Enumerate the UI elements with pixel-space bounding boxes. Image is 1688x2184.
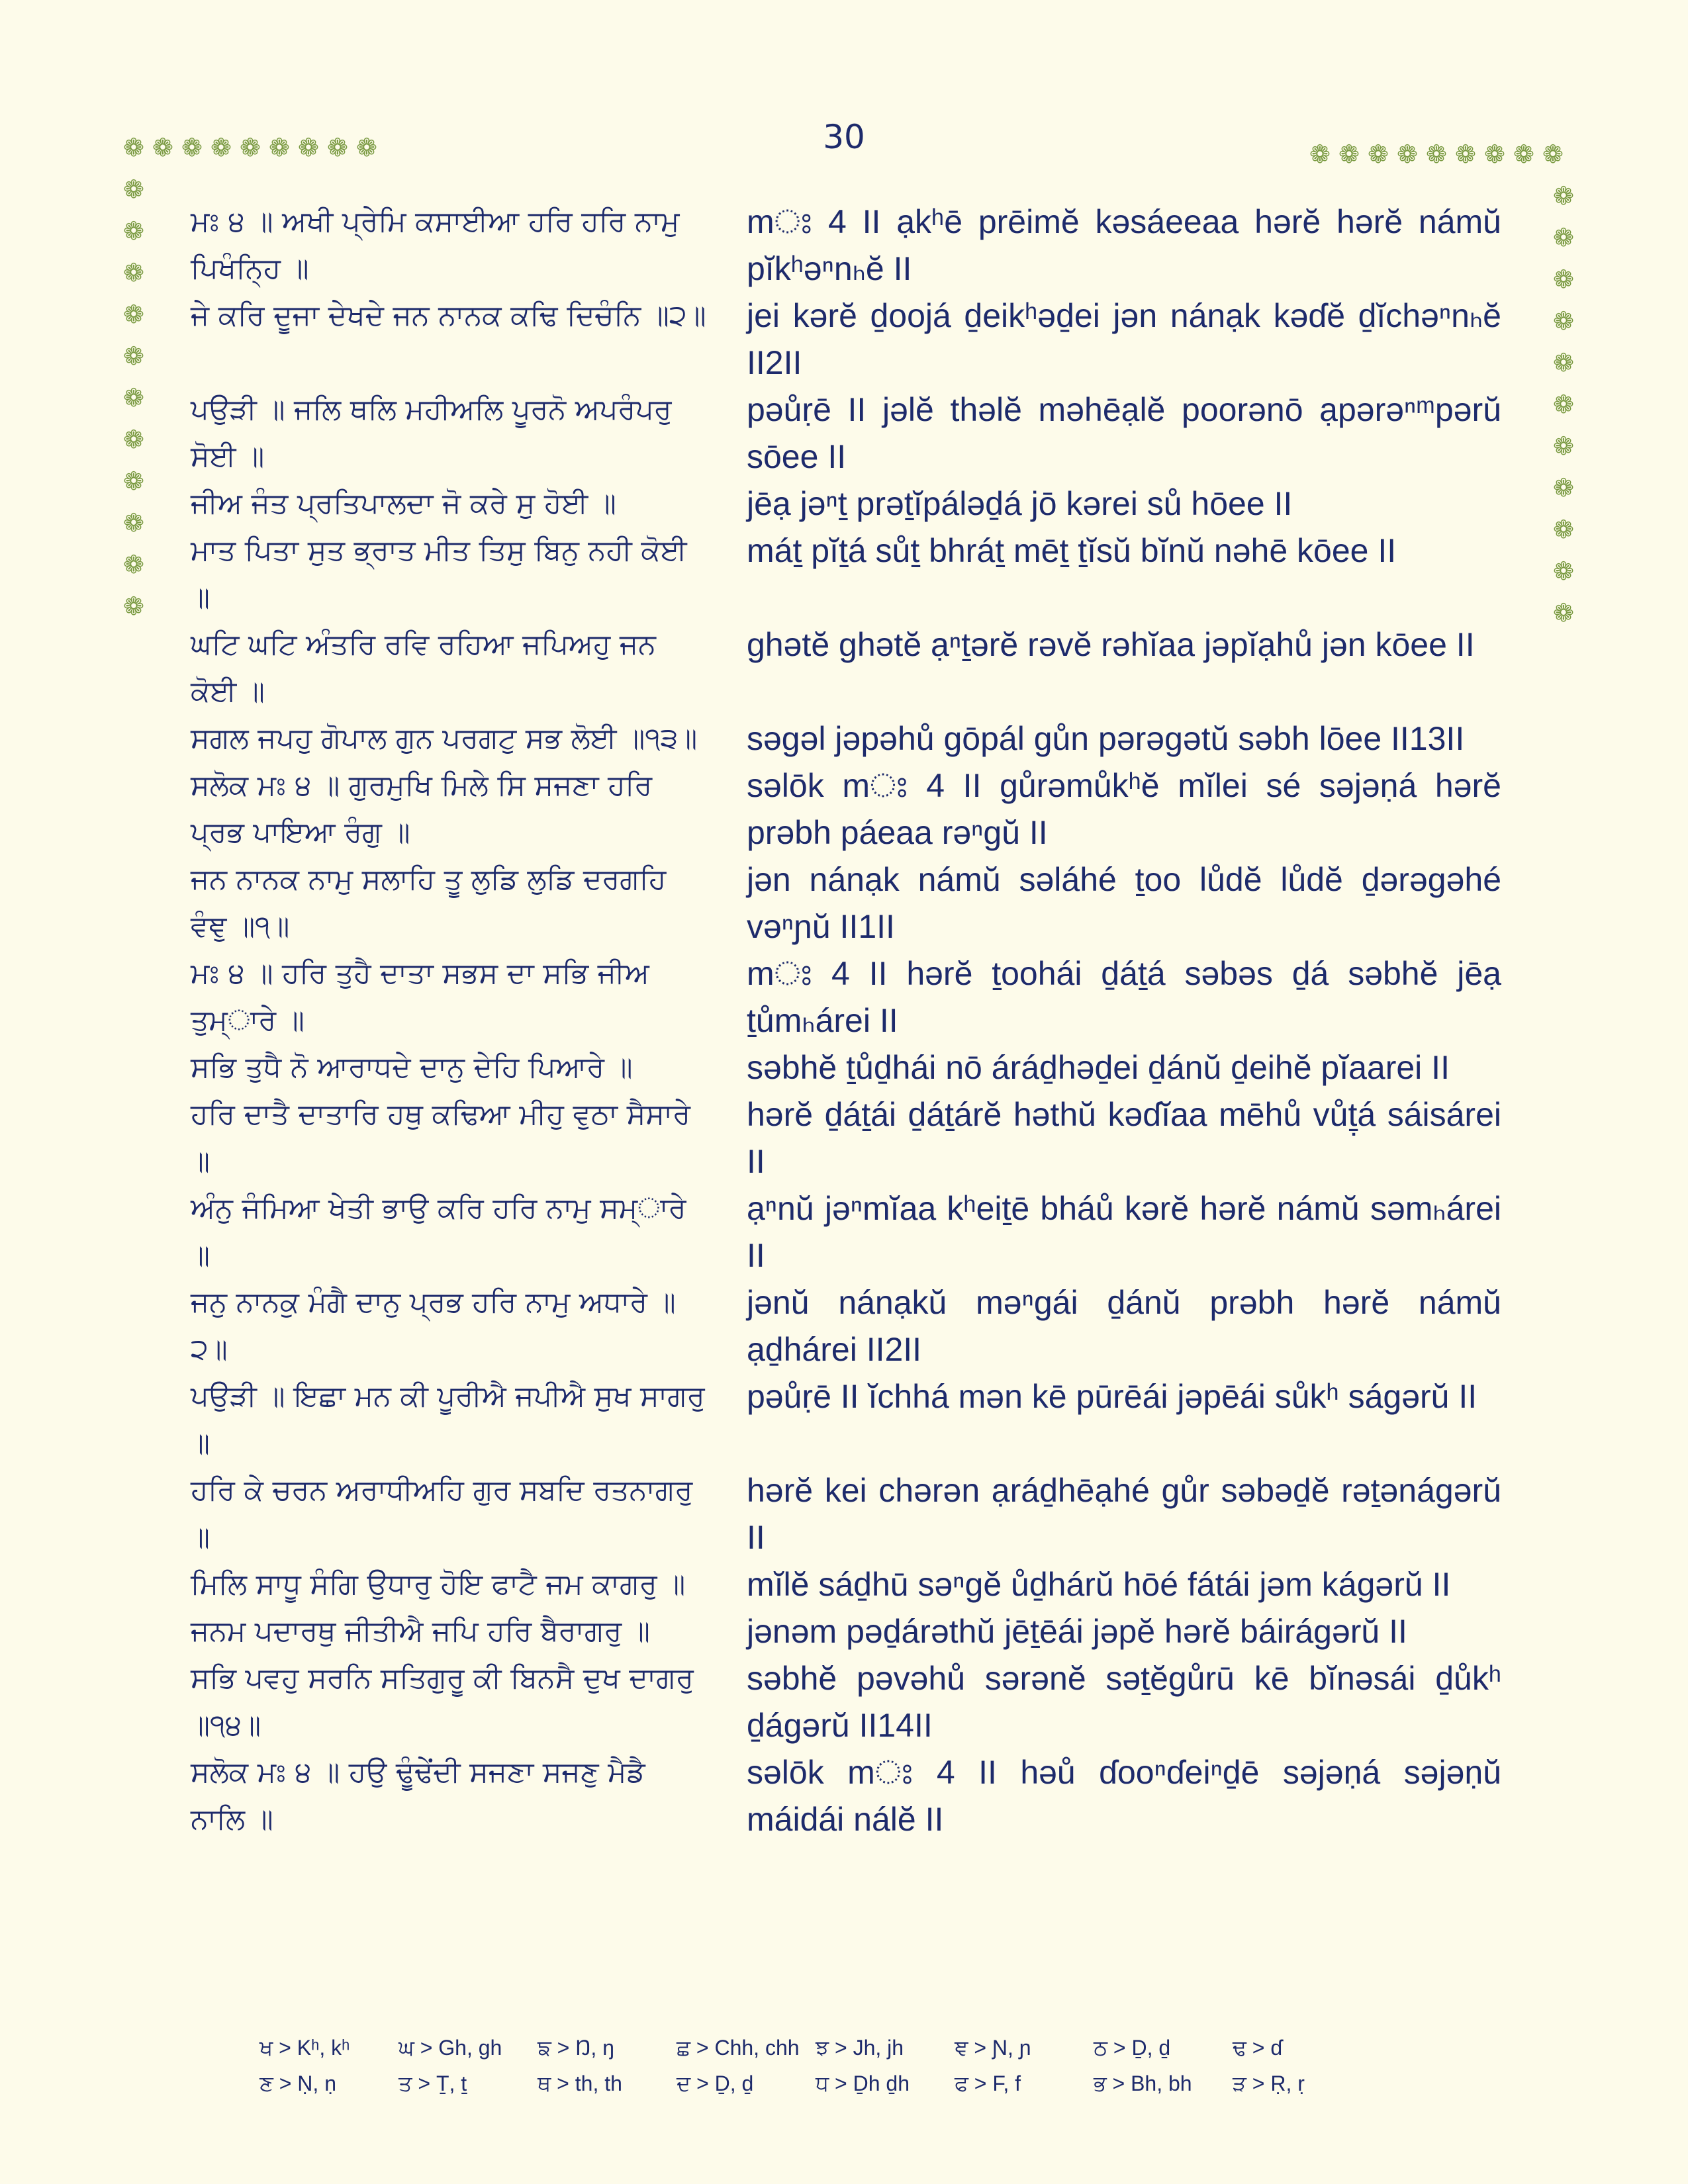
transliteration-text: jənəm pəḏárəthŭ jēṯēái jəpĕ hərĕ báirágərŭ II xyxy=(747,1613,1407,1650)
verse-row xyxy=(191,1185,1515,1279)
flower-ornament-icon: ❁ xyxy=(1338,140,1360,169)
flower-ornament-icon: ❁ xyxy=(123,300,144,329)
flower-ornament-icon: ❁ xyxy=(1553,598,1574,627)
legend-entry: ਥ > th, th xyxy=(538,2071,622,2095)
legend-entry: ਦ > Ḏ, ḏ xyxy=(677,2071,754,2095)
legend-entry: ਘ > Gh, gh xyxy=(399,2036,502,2060)
transliteration-text: səgəl jəpəhů gōpál gůn pərəgətŭ səbh lōee II13II xyxy=(747,720,1465,757)
gurmukhi-text: ਮਿਲਿ ਸਾਧੂ ਸੰਗਿ ਉਧਾਰੁ ਹੋਇ ਫਾਟੈ ਜਮ ਕਾਗਰੁ ॥ xyxy=(191,1568,686,1601)
flower-ornament-icon: ❁ xyxy=(211,133,232,162)
verse-row xyxy=(191,1091,1515,1185)
verse-row xyxy=(191,1749,1515,1843)
legend-entry: ਭ > Bh, bh xyxy=(1094,2071,1192,2095)
legend-row xyxy=(259,2071,1451,2107)
flower-ornament-icon: ❁ xyxy=(1513,140,1534,169)
gurmukhi-text: ਸਗਲ ਜਪਹੁ ਗੋਪਾਲ ਗੁਨ ਪਰਗਟੁ ਸਭ ਲੋਈ ॥੧੩॥ xyxy=(191,722,698,755)
verse-row xyxy=(191,856,1515,950)
gurmukhi-text: ਘਟਿ ਘਟਿ ਅੰਤਰਿ ਰਵਿ ਰਹਿਆ ਜਪਿਅਹੁ ਜਨ ਕੋਈ ॥ xyxy=(191,628,656,708)
legend-entry: ਞ > Ɲ, ɲ xyxy=(955,2036,1031,2060)
flower-ornament-icon: ❁ xyxy=(123,550,144,579)
transliteration-text: səbhĕ pəvəhů sərənĕ səṯĕgůrū kē bĭnəsái ḏůkʰ ḏágərŭ II14II xyxy=(747,1660,1501,1744)
gurmukhi-text: ਮਃ ੪ ॥ ਹਰਿ ਤੁਹੈ ਦਾਤਾ ਸਭਸ ਦਾ ਸਭਿ ਜੀਅ ਤੁਮ੍ਾਰੇ ॥ xyxy=(191,957,649,1037)
verse-row xyxy=(191,199,1515,293)
flower-ornament-icon: ❁ xyxy=(1553,223,1574,252)
transliteration-text: mਃ 4 II hərĕ ṯoohái ḏáṯá səbəs ḏá səbhĕ jēạ ṯůmₕárei II xyxy=(747,955,1501,1039)
gurmukhi-text: ਅੰਨੁ ਜੰਮਿਆ ਖੇਤੀ ਭਾਉ ਕਰਿ ਹਰਿ ਨਾਮੁ ਸਮ੍ਾਰੇ ॥ xyxy=(191,1192,686,1272)
flower-ornament-icon: ❁ xyxy=(1553,348,1574,377)
gurmukhi-text: ਹਰਿ ਦਾਤੈ ਦਾਤਾਰਿ ਹਥੁ ਕਢਿਆ ਮੀਹੁ ਵੁਠਾ ਸੈਸਾਰੇ ॥ xyxy=(191,1098,690,1178)
legend-entry: ਖ > Kʰ, kʰ xyxy=(259,2036,350,2060)
legend-entry: ਧ > Ḏh ḏh xyxy=(816,2071,910,2095)
flower-ornament-icon: ❁ xyxy=(1553,390,1574,419)
flower-ornament-icon: ❁ xyxy=(240,133,261,162)
transliteration-legend xyxy=(259,2036,1451,2107)
legend-row xyxy=(259,2036,1451,2071)
legend-entry: ਛ > Chh, chh xyxy=(677,2036,800,2060)
gurmukhi-text: ਹਰਿ ਕੇ ਚਰਨ ਅਰਾਧੀਅਹਿ ਗੁਰ ਸਬਦਿ ਰਤਨਾਗਰੁ ॥ xyxy=(191,1474,693,1554)
flower-ornament-icon: ❁ xyxy=(1553,181,1574,210)
verse-row xyxy=(191,387,1515,480)
verse-row xyxy=(191,1655,1515,1749)
gurmukhi-text: ਜਨ ਨਾਨਕ ਨਾਮੁ ਸਲਾਹਿ ਤੂ ਲੁਡਿ ਲੁਡਿ ਦਰਗਹਿ ਵੰਞੁ ॥੧॥ xyxy=(191,863,667,943)
flower-ornament-icon: ❁ xyxy=(1309,140,1331,169)
verse-row xyxy=(191,1373,1515,1467)
verse-row xyxy=(191,950,1515,1044)
transliteration-text: máṯ pĭṯá sůṯ bhráṯ mēṯ ṯĭsŭ bĭnŭ nəhē kōee II xyxy=(747,532,1397,569)
gurmukhi-text: ਸਭਿ ਤੁਧੈ ਨੋ ਆਰਾਧਦੇ ਦਾਨੁ ਦੇਹਿ ਪਿਆਰੇ ॥ xyxy=(191,1051,633,1084)
verse-table xyxy=(191,199,1515,1843)
verse-row xyxy=(191,527,1515,621)
transliteration-text: pəůṛē II ĭchhá mən kē pūrēái jəpēái sůkʰ ságərŭ II xyxy=(747,1378,1477,1415)
transliteration-text: ghətĕ ghətĕ ạⁿṯərĕ rəvĕ rəhĭaa jəpĭạhů jən kōee II xyxy=(747,626,1475,663)
flower-ornament-icon: ❁ xyxy=(123,175,144,204)
gurmukhi-text: ਜਨੁ ਨਾਨਕੁ ਮੰਗੈ ਦਾਨੁ ਪ੍ਰਭ ਹਰਿ ਨਾਮੁ ਅਧਾਰੇ ॥੨॥ xyxy=(191,1286,676,1366)
verse-row xyxy=(191,762,1515,856)
flower-ornament-icon: ❁ xyxy=(123,508,144,537)
transliteration-text: hərĕ kei chərən ạráḏhēạhé gůr səbəḏĕ rəṯənágərŭ II xyxy=(747,1472,1501,1556)
flower-ornament-icon: ❁ xyxy=(123,383,144,412)
legend-entry: ਢ > ɗ xyxy=(1233,2036,1283,2060)
gurmukhi-text: ਸਭਿ ਪਵਹੁ ਸਰਨਿ ਸਤਿਗੁਰੂ ਕੀ ਬਿਨਸੈ ਦੁਖ ਦਾਗਰੁ ॥੧੪॥ xyxy=(191,1662,694,1742)
flower-ornament-icon: ❁ xyxy=(123,258,144,287)
flower-ornament-icon: ❁ xyxy=(1484,140,1505,169)
legend-entry: ੜ > Ṛ, ṛ xyxy=(1233,2071,1305,2095)
gurmukhi-text: ਸਲੋਕ ਮਃ ੪ ॥ ਗੁਰਮੁਖਿ ਮਿਲੇ ਸਿ ਸਜਣਾ ਹਰਿ ਪ੍ਰਭ ਪਾਇਆ ਰੰਗੁ ॥ xyxy=(191,769,653,849)
legend-entry: ਫ > F, f xyxy=(955,2071,1021,2095)
transliteration-text: hərĕ ḏáṯái ḏáṯárĕ həthŭ kəɗĭaa mēhů vůṯ̣á sáisárei II xyxy=(747,1096,1501,1180)
verse-row xyxy=(191,715,1515,762)
flower-ornament-icon: ❁ xyxy=(1553,265,1574,294)
flower-ornament-icon: ❁ xyxy=(1368,140,1389,169)
verse-row xyxy=(191,1467,1515,1561)
verse-row xyxy=(191,480,1515,527)
flower-ornament-icon: ❁ xyxy=(1397,140,1418,169)
transliteration-text: səlōk mਃ 4 II gůrəmůkʰĕ mĭlei sé səjəṇá hərĕ prəbh páeaa rəⁿgŭ II xyxy=(747,767,1501,851)
transliteration-text: jən nánạk námŭ səláhé ṯoo lůdĕ lůdĕ ḏərəgəhé vəⁿɲŭ II1II xyxy=(747,861,1501,945)
flower-ornament-icon: ❁ xyxy=(123,425,144,454)
transliteration-text: səbhĕ ṯůḏhái nō áráḏhəḏei ḏánŭ ḏeihĕ pĭaarei II xyxy=(747,1049,1450,1086)
verse-row xyxy=(191,1608,1515,1655)
transliteration-text: jēạ jəⁿṯ prəṯĭpáləḏá jō kərei sů hōee II xyxy=(747,485,1293,522)
gurmukhi-text: ਪਉੜੀ ॥ ਇਛਾ ਮਨ ਕੀ ਪੂਰੀਐ ਜਪੀਐ ਸੁਖ ਸਾਗਰੁ ॥ xyxy=(191,1380,705,1460)
verse-row xyxy=(191,1561,1515,1608)
flower-ornament-icon: ❁ xyxy=(181,133,203,162)
flower-ornament-icon: ❁ xyxy=(1426,140,1447,169)
transliteration-text: ạⁿnŭ jəⁿmĭaa kʰeiṯē bháů kərĕ hərĕ námŭ səmₕárei II xyxy=(747,1190,1501,1274)
flower-ornament-icon: ❁ xyxy=(298,133,319,162)
transliteration-text: jei kərĕ ḏoojá ḏeikʰəḏei jən nánạk kəɗĕ ḏĭchəⁿnₕĕ II2II xyxy=(747,297,1501,381)
transliteration-text: pəůṛē II jəlĕ thəlĕ məhēạlĕ poorənō ạpərəⁿᵐpərŭ sōee II xyxy=(747,391,1501,475)
flower-ornament-icon: ❁ xyxy=(123,467,144,496)
gurmukhi-text: ਜੀਅ ਜੰਤ ਪ੍ਰਤਿਪਾਲਦਾ ਜੋ ਕਰੇ ਸੁ ਹੋਈ ॥ xyxy=(191,487,616,520)
flower-ornament-icon: ❁ xyxy=(356,133,377,162)
transliteration-text: mĭlĕ sáḏhū səⁿgĕ ůḏhárŭ hōé fátái jəm kágərŭ II xyxy=(747,1566,1451,1603)
verse-row xyxy=(191,1279,1515,1373)
transliteration-text: mਃ 4 II ạkʰē prēimĕ kəsáeeaa hərĕ hərĕ námŭ pĭkʰəⁿnₕĕ II xyxy=(747,203,1501,287)
flower-ornament-icon: ❁ xyxy=(1553,473,1574,502)
legend-entry: ਝ > Jh, jh xyxy=(816,2036,904,2060)
verse-row xyxy=(191,621,1515,715)
flower-ornament-icon: ❁ xyxy=(1542,140,1564,169)
flower-ornament-icon: ❁ xyxy=(123,133,144,162)
flower-ornament-icon: ❁ xyxy=(123,592,144,621)
transliteration-text: səlōk mਃ 4 II həů ɗooⁿɗeiⁿḏē səjəṇá səjəṇŭ máidái nálĕ II xyxy=(747,1754,1501,1838)
flower-ornament-icon: ❁ xyxy=(123,341,144,371)
flower-ornament-icon: ❁ xyxy=(1553,557,1574,586)
legend-entry: ਤ > Ṯ, ṯ xyxy=(399,2071,467,2095)
flower-ornament-icon: ❁ xyxy=(1455,140,1476,169)
legend-entry: ਠ > Ḏ, ḏ xyxy=(1094,2036,1171,2060)
page-number: 30 xyxy=(823,118,865,156)
transliteration-text: jənŭ nánạkŭ məⁿgái ḏánŭ prəbh hərĕ námŭ ạḏhárei II2II xyxy=(747,1284,1501,1368)
gurmukhi-text: ਮਾਤ ਪਿਤਾ ਸੁਤ ਭ੍ਰਾਤ ਮੀਤ ਤਿਸੁ ਬਿਨੁ ਨਹੀ ਕੋਈ ॥ xyxy=(191,534,687,614)
flower-ornament-icon: ❁ xyxy=(1553,515,1574,544)
gurmukhi-text: ਜੇ ਕਰਿ ਦੂਜਾ ਦੇਖਦੇ ਜਨ ਨਾਨਕ ਕਢਿ ਦਿਚੰਨਿ ॥੨॥ xyxy=(191,299,706,332)
legend-entry: ਙ > Ŋ, ŋ xyxy=(538,2036,614,2060)
gurmukhi-text: ਜਨਮ ਪਦਾਰਥੁ ਜੀਤੀਐ ਜਪਿ ਹਰਿ ਬੈਰਾਗਰੁ ॥ xyxy=(191,1615,650,1648)
gurmukhi-text: ਸਲੋਕ ਮਃ ੪ ॥ ਹਉ ਢੂੰਢੇਂਦੀ ਸਜਣਾ ਸਜਣੁ ਮੈਡੈ ਨਾਲਿ ॥ xyxy=(191,1756,645,1836)
flower-ornament-icon: ❁ xyxy=(327,133,348,162)
legend-entry: ਣ > Ṇ, ṇ xyxy=(259,2071,336,2095)
flower-ornament-icon: ❁ xyxy=(269,133,290,162)
verse-row xyxy=(191,293,1515,387)
flower-ornament-icon: ❁ xyxy=(152,133,173,162)
gurmukhi-text: ਪਉੜੀ ॥ ਜਲਿ ਥਲਿ ਮਹੀਅਲਿ ਪੂਰਨੋ ਅਪਰੰਪਰੁ ਸੋਈ ॥ xyxy=(191,393,672,473)
flower-ornament-icon: ❁ xyxy=(123,216,144,246)
verse-row xyxy=(191,1044,1515,1091)
gurmukhi-text: ਮਃ ੪ ॥ ਅਖੀ ਪ੍ਰੇਮਿ ਕਸਾਈਆ ਹਰਿ ਹਰਿ ਨਾਮੁ ਪਿਖੰਨ੍ਹਿ ॥ xyxy=(191,205,680,285)
flower-ornament-icon: ❁ xyxy=(1553,306,1574,336)
flower-ornament-icon: ❁ xyxy=(1553,432,1574,461)
